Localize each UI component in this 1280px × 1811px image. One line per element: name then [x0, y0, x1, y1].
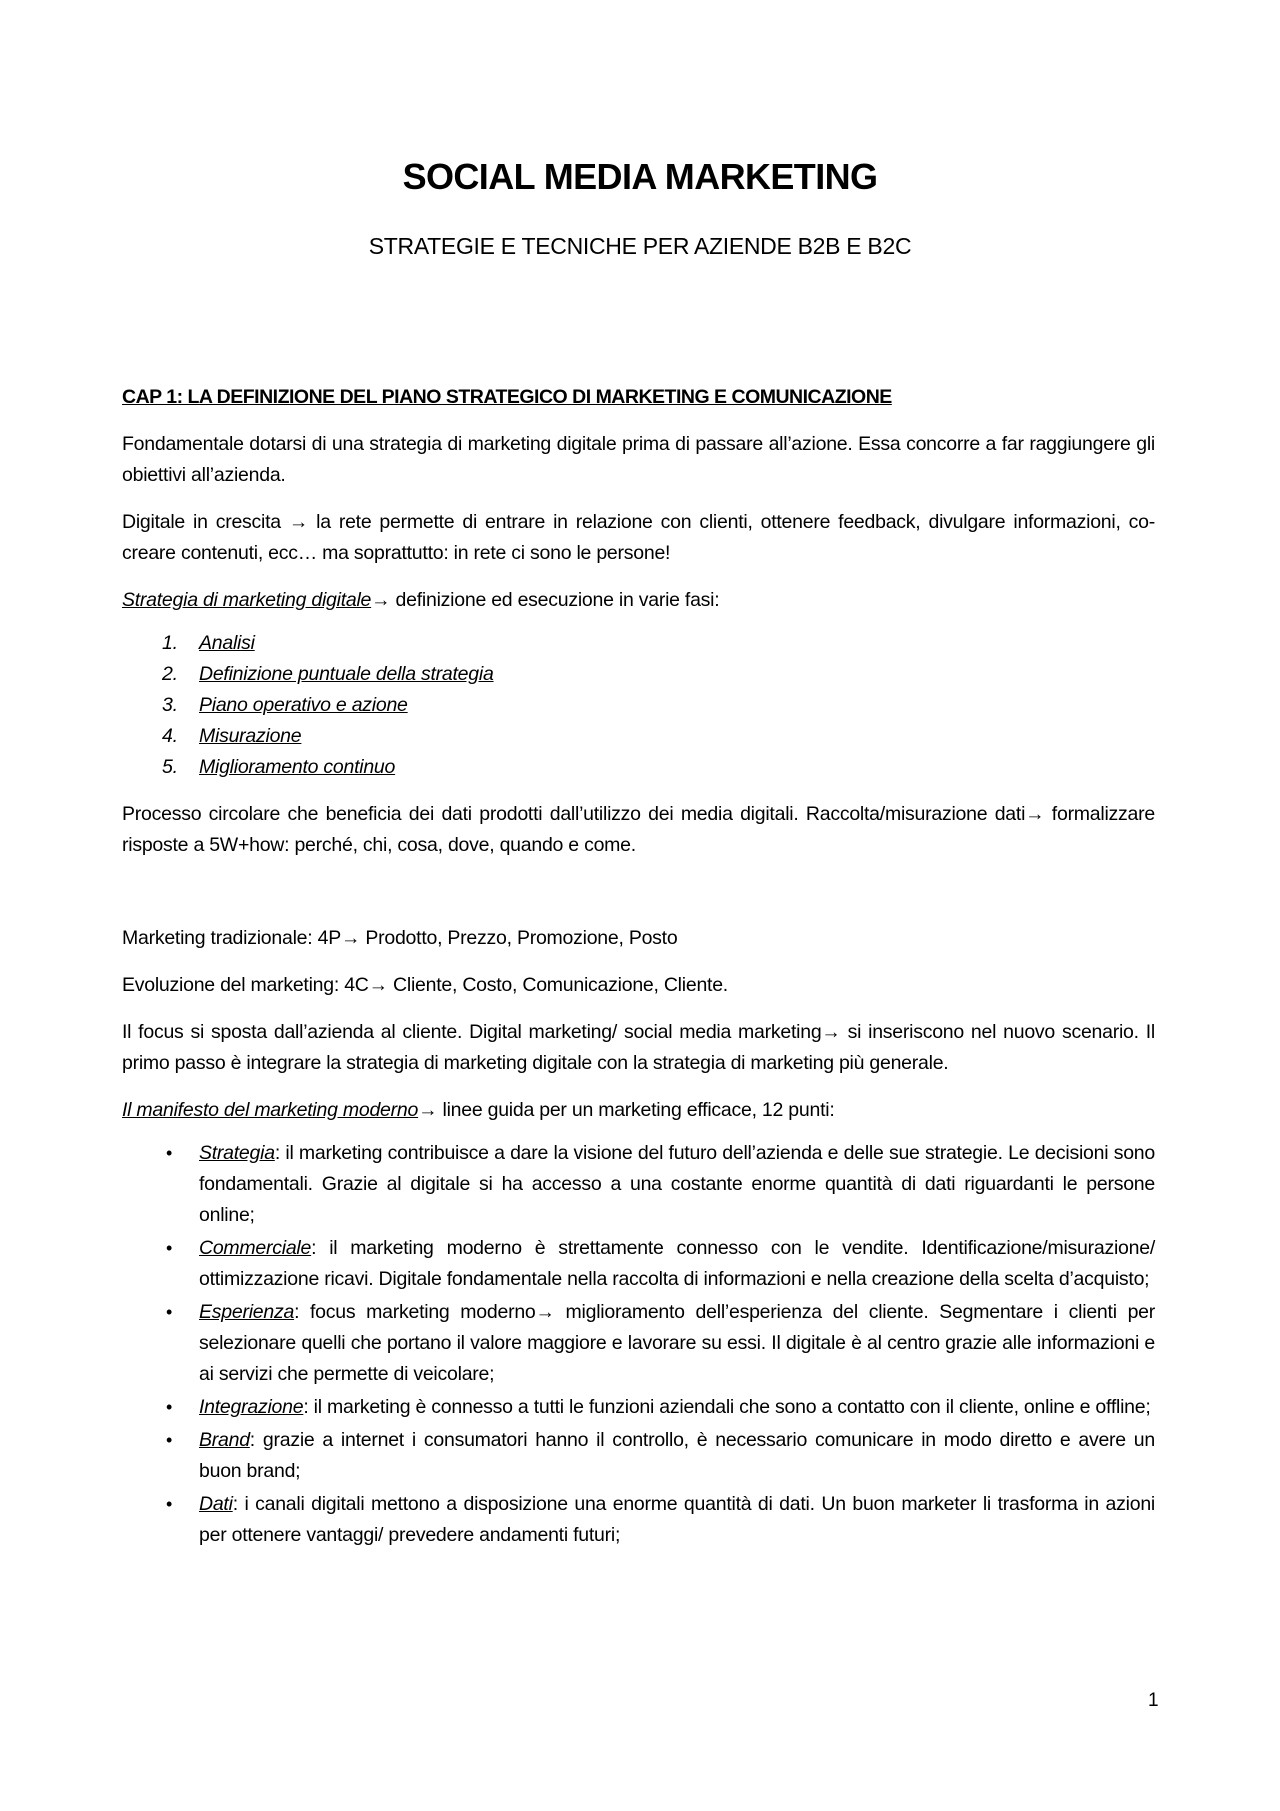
list-number: 1. [162, 632, 178, 654]
strategy-description: → definizione ed esecuzione in varie fasi: [371, 589, 720, 611]
list-item [122, 1233, 1155, 1295]
paragraph-digital-growth: Digitale in crescita → la rete permette di entrare in relazione con clienti, ottenere feedback, divulgare informazioni, co-creare contenuti, ecc… ma soprattutto: in rete ci sono le persone! [122, 511, 1155, 564]
bullet-icon: • [166, 1143, 173, 1163]
document-body [122, 382, 1155, 1553]
paragraph-strategy-phases [122, 585, 1155, 616]
manifesto-term: Il manifesto del marketing moderno [122, 1099, 419, 1121]
paragraph-intro: Fondamentale dotarsi di una strategia di marketing digitale prima di passare all’azione. Essa concorre a far raggiungere gli obiettivi all’azienda. [122, 433, 1155, 486]
bullet-icon: • [166, 1494, 173, 1514]
page-number: 1 [1148, 1690, 1159, 1711]
point-term: Integrazione [199, 1396, 304, 1418]
point-text: : il marketing è connesso a tutti le funzioni aziendali che sono a contatto con il cliente, online e offline; [303, 1396, 1151, 1418]
strategy-term: Strategia di marketing digitale [122, 589, 372, 611]
bullet-icon: • [166, 1302, 173, 1322]
point-term: Dati [199, 1493, 233, 1515]
spacer [122, 877, 1155, 923]
phase-label: Misurazione [199, 725, 302, 747]
document-subtitle: STRATEGIE E TECNICHE PER AZIENDE B2B E B2C [368, 233, 912, 259]
point-text: : i canali digitali mettono a disposizione una enorme quantità di dati. Un buon marketer li trasforma in azioni per ottenere vantaggi/ prevedere andamenti futuri; [199, 1493, 1155, 1546]
point-term: Strategia [199, 1142, 275, 1164]
phase-label: Definizione puntuale della strategia [199, 663, 494, 685]
paragraph-4c: Evoluzione del marketing: 4C→ Cliente, Costo, Comunicazione, Cliente. [122, 974, 728, 996]
phase-label: Miglioramento continuo [199, 756, 396, 778]
point-term: Brand [199, 1429, 250, 1451]
point-term: Commerciale [199, 1237, 312, 1259]
phase-label: Analisi [199, 632, 255, 654]
list-item [122, 690, 1155, 721]
paragraph-focus-shift: Il focus si sposta dall’azienda al cliente. Digital marketing/ social media marketing→ si inseriscono nel nuovo scenario. Il primo passo è integrare la strategia di marketing digitale con la strategia di marketing più generale. [122, 1021, 1155, 1074]
list-number: 2. [162, 663, 178, 685]
point-term: Esperienza [199, 1301, 295, 1323]
bullet-icon: • [166, 1430, 173, 1450]
document-title: SOCIAL MEDIA MARKETING [402, 156, 878, 197]
chapter-heading: CAP 1: LA DEFINIZIONE DEL PIANO STRATEGICO DI MARKETING E COMUNICAZIONE [122, 386, 892, 408]
list-item [122, 1425, 1155, 1487]
list-item [122, 628, 1155, 659]
point-text: : focus marketing moderno→ miglioramento dell’esperienza del cliente. Segmentare i clienti per selezionare quelli che portano il valore maggiore e lavorare su essi. Il digitale è al centro grazie alle informazioni e ai servizi che permette di veicolare; [199, 1301, 1155, 1385]
point-text: : grazie a internet i consumatori hanno il controllo, è necessario comunicare in modo diretto e avere un buon brand; [199, 1429, 1155, 1482]
manifesto-points-list [122, 1138, 1155, 1551]
list-item [122, 1138, 1155, 1231]
phases-list [122, 628, 1155, 783]
phase-label: Piano operativo e azione [199, 694, 408, 716]
list-item [122, 721, 1155, 752]
list-item [122, 659, 1155, 690]
paragraph-4p: Marketing tradizionale: 4P→ Prodotto, Prezzo, Promozione, Posto [122, 927, 678, 949]
point-text: : il marketing moderno è strettamente connesso con le vendite. Identificazione/misurazione/ ottimizzazione ricavi. Digitale fondamentale nella raccolta di informazioni e nella creazione della scelta d’acquisto; [199, 1237, 1155, 1290]
list-item [122, 752, 1155, 783]
paragraph-circular-process: Processo circolare che beneficia dei dati prodotti dall’utilizzo dei media digitali. Raccolta/misurazione dati→ formalizzare risposte a 5W+how: perché, chi, cosa, dove, quando e come. [122, 803, 1155, 856]
list-item [122, 1392, 1155, 1423]
point-text: : il marketing contribuisce a dare la visione del futuro dell’azienda e delle sue strategie. Le decisioni sono fondamentali. Grazie al digitale si ha accesso a una costante enorme quantità di dati riguardanti le persone online; [199, 1142, 1155, 1226]
bullet-icon: • [166, 1397, 173, 1417]
manifesto-description: → linee guida per un marketing efficace, 12 punti: [418, 1099, 835, 1121]
list-number: 4. [162, 725, 178, 747]
list-item [122, 1297, 1155, 1390]
list-item [122, 1489, 1155, 1551]
bullet-icon: • [166, 1238, 173, 1258]
list-number: 5. [162, 756, 178, 778]
list-number: 3. [162, 694, 178, 716]
paragraph-manifesto [122, 1095, 1155, 1126]
